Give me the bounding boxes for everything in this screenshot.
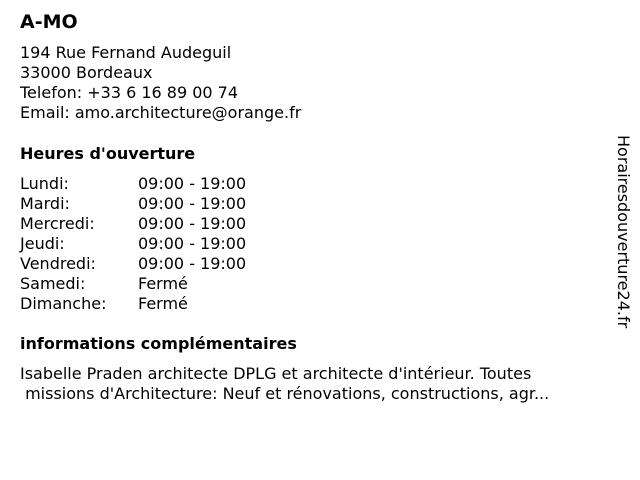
time-value: 09:00 - 19:00 <box>138 194 247 213</box>
additional-info-text: Isabelle Praden architecte DPLG et architecte d'intérieur. Toutes missions d'Architecture: Neuf et rénovations, constructions, agr... <box>20 364 550 403</box>
time-value: 09:00 - 19:00 <box>138 234 247 253</box>
day-label: Jeudi: <box>20 234 65 253</box>
day-label: Mercredi: <box>20 214 95 233</box>
hours-row-thursday <box>20 234 320 254</box>
opening-hours-heading: Heures d'ouverture <box>20 144 196 163</box>
address-line-city: 33000 Bordeaux <box>20 63 153 82</box>
email-address: Email: amo.architecture@orange.fr <box>20 103 302 122</box>
day-label: Samedi: <box>20 274 86 293</box>
additional-info-heading: informations complémentaires <box>20 334 297 353</box>
site-watermark: Horairesdouverture24.fr <box>614 135 633 329</box>
hours-row-wednesday <box>20 214 320 234</box>
day-label: Vendredi: <box>20 254 96 273</box>
time-value: 09:00 - 19:00 <box>138 174 247 193</box>
hours-row-monday <box>20 174 320 194</box>
hours-row-sunday <box>20 294 320 314</box>
day-label: Lundi: <box>20 174 69 193</box>
day-label: Dimanche: <box>20 294 107 313</box>
hours-row-friday <box>20 254 320 274</box>
opening-hours-table <box>20 174 320 314</box>
phone-number: Telefon: +33 6 16 89 00 74 <box>20 83 239 102</box>
time-value: 09:00 - 19:00 <box>138 254 247 273</box>
time-value: 09:00 - 19:00 <box>138 214 247 233</box>
hours-row-saturday <box>20 274 320 294</box>
day-label: Mardi: <box>20 194 70 213</box>
contact-block <box>20 43 301 123</box>
time-value: Fermé <box>138 274 188 293</box>
time-value: Fermé <box>138 294 188 313</box>
address-line-street: 194 Rue Fernand Audeguil <box>20 43 232 62</box>
hours-row-tuesday <box>20 194 320 214</box>
business-name: A-MO <box>20 11 78 33</box>
